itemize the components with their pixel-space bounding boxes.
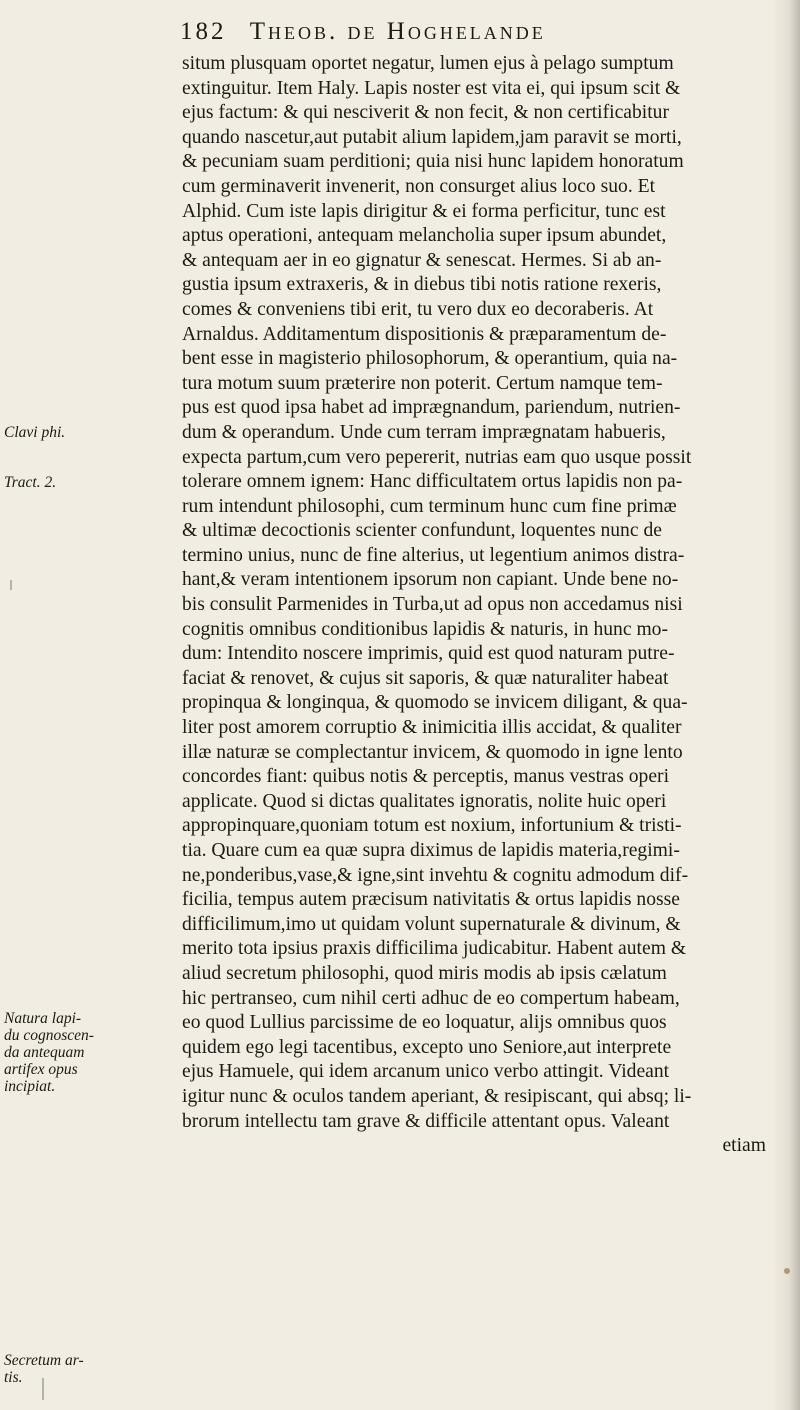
page-header — [180, 18, 760, 46]
paper-speck — [10, 580, 12, 590]
margin-note-line: tis. — [4, 1369, 23, 1386]
text-line: cum germinaverit invenerit, non consurget alius loco suo. Et — [182, 175, 656, 197]
paper-speck — [42, 1378, 44, 1400]
text-line: igitur nunc & oculos tandem aperiant, & resipiscant, qui absq; li- — [182, 1085, 692, 1107]
text-line: & ultimæ decoctionis scienter confundunt, loquentes nunc de — [182, 520, 662, 542]
body-text — [182, 52, 794, 1159]
text-line: extinguitur. Item Haly. Lapis noster est vita ei, qui ipsum scit & — [182, 77, 681, 99]
text-line: Alphid. Cum iste lapis dirigitur & ei forma perficitur, tunc est — [182, 200, 666, 222]
text-line: cognitis omnibus conditionibus lapidis & naturis, in hunc mo- — [182, 618, 669, 640]
margin-note-line: Clavi phi. — [4, 424, 66, 441]
text-line: difficilimum,imo ut quidam volunt supernaturale & divinum, & — [182, 913, 681, 935]
text-line: applicate. Quod si dictas qualitates ignoratis, nolite huic operi — [182, 790, 667, 812]
text-line: propinqua & longinqua, & quomodo se invicem diligant, & qua- — [182, 692, 688, 714]
text-line: dum: Intendito noscere imprimis, quid est quod naturam putre- — [182, 643, 675, 665]
text-line: faciat & renovet, & cujus sit saporis, & quæ naturaliter habeat — [182, 667, 669, 689]
text-line: aliud secretum philosophi, quod miris modis ab ipsis cælatum — [182, 962, 667, 984]
text-line: ne,ponderibus,vase,& igne,sint invehtu & cognitu admodum dif- — [182, 864, 689, 886]
text-line: & pecuniam suam perditioni; quia nisi hunc lapidem honoratum — [182, 151, 684, 173]
text-line: Arnaldus. Additamentum dispositionis & præparamentum de- — [182, 323, 667, 345]
text-line: liter post amorem corruptio & inimicitia illis accidat, & qualiter — [182, 717, 682, 739]
page-number: 182 — [180, 18, 227, 45]
running-title: Theob. de Hoghelande — [249, 18, 546, 45]
text-line: appropinquare,quoniam totum est noxium, infortunium & tristi- — [182, 815, 682, 837]
margin-note-line: incipiat. — [4, 1078, 56, 1095]
text-line: tolerare omnem ignem: Hanc difficultatem ortus lapidis non pa- — [182, 471, 683, 493]
text-line: aptus operationi, antequam melancholia super ipsum abundet, — [182, 225, 667, 247]
text-line: expecta partum,cum vero pepererit, nutrias eam quo usque possit — [182, 446, 692, 468]
text-line: rum intendunt philosophi, cum terminum hunc cum fine primæ — [182, 495, 677, 517]
text-line: quando nascetur,aut putabit alium lapidem,jam paravit se morti, — [182, 126, 682, 148]
margin-note-line: du cognoscen- — [4, 1027, 94, 1044]
text-line: ficilia, tempus autem præcisum nativitatis & ortus lapidis nosse — [182, 889, 680, 911]
text-line: concordes fiant: quibus notis & perceptis, manus vestras operi — [182, 766, 670, 788]
text-line: pus est quod ipsa habet ad imprægnandum, pariendum, nutrien- — [182, 397, 681, 419]
text-line: quidem ego legi tacentibus, excepto uno Seniore,aut interprete — [182, 1036, 672, 1058]
text-line: ejus Hamuele, qui idem arcanum unico verbo attingit. Videant — [182, 1061, 670, 1083]
text-line: bent esse in magisterio philosophorum, & operantium, quia na- — [182, 348, 678, 370]
margin-note-secretum — [4, 1352, 154, 1386]
text-line: tura motum suum præterire non poterit. Certum namque tem- — [182, 372, 663, 394]
text-line: hant,& veram intentionem ipsorum non capiant. Unde bene no- — [182, 569, 679, 591]
text-line: comes & conveniens tibi erit, tu vero dux eo decoraberis. At — [182, 298, 654, 320]
text-line: merito tota ipsius praxis difficilima judicabitur. Habent autem & — [182, 938, 687, 960]
text-line: situm plusquam oportet negatur, lumen ejus à pelago sumptum — [182, 53, 674, 74]
text-line: dum & operandum. Unde cum terram imprægnatam habueris, — [182, 421, 666, 443]
margin-note-line: Natura lapi- — [4, 1010, 82, 1027]
text-line: termino unius, nunc de fine alterius, ut legentium animos distra- — [182, 544, 685, 566]
margin-note-line: Tract. 2. — [4, 474, 57, 491]
text-line: brorum intellectu tam grave & difficile attentant opus. Valeant — [182, 1110, 670, 1132]
text-line: tia. Quare cum ea quæ supra diximus de lapidis materia,regimi- — [182, 840, 680, 861]
text-line: eo quod Lullius parcissime de eo loquatur, alijs omnibus quos — [182, 1012, 667, 1034]
margin-note-line: artifex opus — [4, 1061, 78, 1078]
margin-note-natura — [4, 1010, 154, 1095]
catchword: etiam — [722, 1135, 766, 1157]
text-line: ejus factum: & qui nesciverit & non fecit, & non certificabitur — [182, 102, 669, 124]
text-line: hic pertranseo, cum nihil certi adhuc de eo compertum habeam, — [182, 987, 680, 1009]
margin-note-tract — [4, 474, 154, 491]
text-line: bis consulit Parmenides in Turba,ut ad opus non accedamus nisi — [182, 594, 683, 616]
text-line: gustia ipsum extraxeris, & in diebus tibi notis ratione rexeris, — [182, 274, 662, 296]
text-line: & antequam aer in eo gignatur & senescat. Hermes. Si ab an- — [182, 249, 662, 271]
margin-note-clavi — [4, 424, 154, 441]
ink-smudge — [784, 1268, 790, 1274]
margin-note-line: da antequam — [4, 1044, 85, 1061]
margin-note-line: Secretum ar- — [4, 1352, 84, 1369]
text-line: illæ naturæ se complectantur invicem, & quomodo in igne lento — [182, 741, 683, 763]
